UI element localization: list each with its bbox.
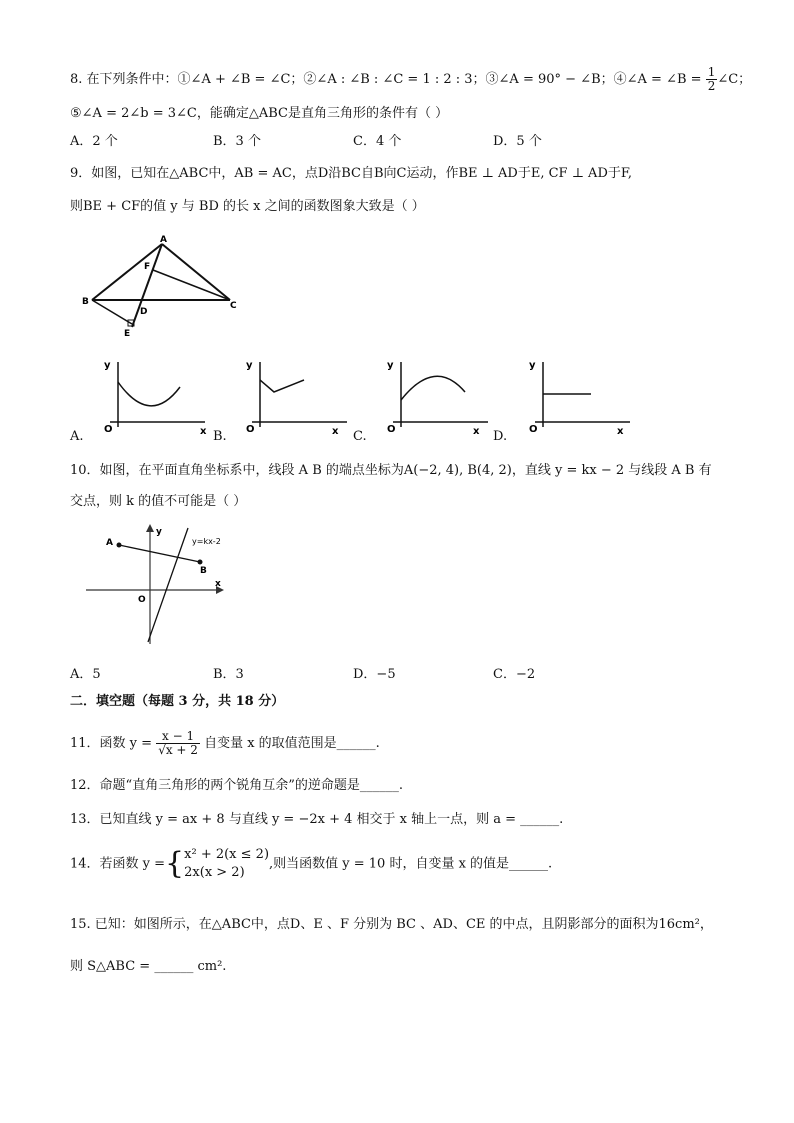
q9-option-d: D. — [493, 429, 508, 444]
q11-num: x − 1 — [156, 730, 200, 744]
q11-post: 自变量 x 的取值范围是______. — [204, 736, 380, 751]
q9-label-b: B — [82, 297, 89, 307]
q9-graph-a — [90, 352, 215, 437]
q9-graph-d-o: O — [529, 424, 538, 435]
q11 — [70, 730, 380, 757]
q10-option-c: C．−2 — [493, 667, 536, 682]
q9-label-a: A — [160, 235, 167, 245]
q10-coordinate-figure — [78, 522, 238, 650]
q9-graph-b — [232, 352, 357, 437]
q10-label-y: y — [156, 527, 162, 537]
q10-label-x: x — [215, 579, 221, 589]
q10-option-b: B．3 — [213, 667, 244, 682]
q9-label-e: E — [124, 329, 131, 337]
q9-label-c: C — [230, 301, 237, 311]
q10-label-a: A — [106, 538, 113, 548]
q15-line-2: 则 S△ABC = ______ cm². — [70, 959, 227, 974]
q9-option-a: A. — [70, 429, 84, 444]
q9-graph-d-y: y — [529, 360, 536, 371]
q8-text-1-end: ∠C； — [717, 72, 752, 87]
q8-frac-den: 2 — [707, 79, 716, 93]
q9-graph-a-y: y — [104, 360, 111, 371]
q9-graph-b-y: y — [246, 360, 253, 371]
q9-option-c: C. — [353, 429, 367, 444]
q9-graph-d — [515, 352, 640, 437]
q9-triangle-figure — [80, 232, 250, 337]
q9-option-b: B. — [213, 429, 227, 444]
q12: 12．命题“直角三角形的两个锐角互余”的逆命题是______. — [70, 778, 403, 793]
q13: 13．已知直线 y = ax + 8 与直线 y = −2x + 4 相交于 x 轴上一点，则 a = ______. — [70, 812, 564, 827]
q9-graph-b-x: x — [332, 426, 339, 437]
section-2-heading: 二．填空题（每题 3 分，共 18 分） — [70, 694, 285, 709]
q10-line-1: 10．如图，在平面直角坐标系中，线段 A B 的端点坐标为A(−2, 4), B(4, 2)，直线 y = kx − 2 与线段 A B 有 — [70, 463, 712, 478]
q14-post: ,则当函数值 y = 10 时，自变量 x 的值是______. — [269, 856, 553, 872]
q9-graph-c-x: x — [473, 426, 480, 437]
q8-line-1 — [70, 66, 751, 93]
q8-line-2: ⑤∠A = 2∠b = 3∠C，能确定△ABC是直角三角形的条件有（ ） — [70, 106, 449, 121]
q14-cases — [184, 846, 269, 882]
q8-number: 8 — [70, 72, 79, 87]
q14-case-2: 2x(x > 2) — [184, 865, 245, 880]
q14-pre: 14．若函数 y = — [70, 856, 166, 872]
q8-option-a: A．2 个 — [70, 134, 118, 149]
q14 — [70, 846, 552, 882]
q10-line-label: y=kx-2 — [192, 537, 221, 546]
q10-option-a: A．5 — [70, 667, 101, 682]
q8-option-c: C．4 个 — [353, 134, 402, 149]
q9-graph-c-y: y — [387, 360, 394, 371]
q11-den: √x + 2 — [158, 743, 198, 757]
q9-graph-b-o: O — [246, 424, 255, 435]
q10-label-b: B — [200, 566, 207, 576]
q14-brace: { — [165, 846, 185, 881]
q9-graph-a-o: O — [104, 424, 113, 435]
q9-graph-c-o: O — [387, 424, 396, 435]
q9-graph-a-x: x — [200, 426, 207, 437]
q8-text-1: . 在下列条件中：①∠A + ∠B = ∠C；②∠A : ∠B : ∠C = 1 : 2 : 3；③∠A = 90° − ∠B；④∠A = ∠B = — [78, 72, 702, 87]
q8-frac-num: 1 — [707, 65, 716, 79]
q14-case-1: x² + 2(x ≤ 2) — [184, 847, 270, 862]
q11-fraction — [156, 730, 200, 757]
q9-line-2: 则BE + CF的值 y 与 BD 的长 x 之间的函数图象大致是（ ） — [70, 199, 425, 214]
q9-label-d: D — [140, 307, 148, 317]
q8-fraction — [706, 66, 718, 93]
q9-graph-c — [373, 352, 498, 437]
q8-option-b: B．3 个 — [213, 134, 261, 149]
q15-line-1: 15. 已知：如图所示，在△ABC中，点D、E 、F 分别为 BC 、AD、CE 的中点，且阴影部分的面积为16cm²， — [70, 917, 713, 932]
q10-option-d: D．−5 — [353, 667, 396, 682]
q10-line-2: 交点，则 k 的值不可能是（ ） — [70, 494, 247, 509]
q10-label-o: O — [138, 595, 146, 605]
q9-graph-d-x: x — [617, 426, 624, 437]
q9-line-1: 9．如图，已知在△ABC中，AB = AC，点D沿BC自B向C运动，作BE ⊥ AD于E, CF ⊥ AD于F, — [70, 166, 632, 181]
q9-label-f: F — [144, 262, 151, 272]
q8-option-d: D．5 个 — [493, 134, 542, 149]
q11-pre: 11．函数 y = — [70, 736, 153, 751]
